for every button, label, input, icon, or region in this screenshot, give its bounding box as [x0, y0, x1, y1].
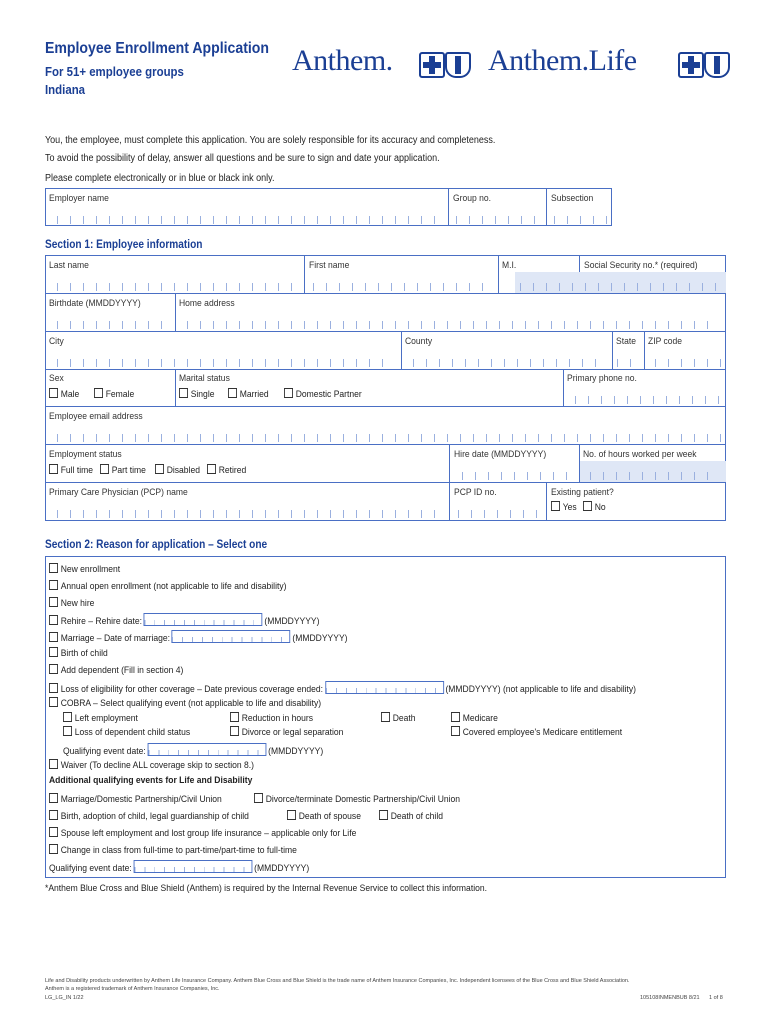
page-number: 1 of 8 [709, 995, 723, 1001]
marriage-checkbox[interactable]: Marriage – Date of marriage: (MMDDYYYY) [49, 630, 348, 644]
anthem-logo: Anthem. [292, 44, 393, 77]
marriage-dp-checkbox[interactable]: Marriage/Domestic Partnership/Civil Union [49, 793, 222, 805]
footer-disclaimer: Life and Disability products underwritten by Anthem Life Insurance Company. Anthem Blue Cross and Blue Shield is the trade name of Anthem Insurance Companies, Inc. Independent licensees of the Blue Cross and Blue Shield Association. [45, 978, 630, 984]
city-input[interactable] [57, 359, 395, 367]
retired-checkbox[interactable]: Retired [207, 464, 246, 476]
home-address-label: Home address [179, 298, 235, 309]
part-time-checkbox[interactable]: Part time [100, 464, 146, 476]
waiver-checkbox[interactable]: Waiver (To decline ALL coverage skip to section 8.) [49, 759, 254, 771]
covered-medicare-checkbox[interactable]: Covered employee's Medicare entitlement [451, 726, 622, 738]
marital-status-label: Marital status [179, 373, 230, 384]
footer-code: LG_LG_IN 1/22 [45, 995, 84, 1001]
ssn-note: *Anthem Blue Cross and Blue Shield (Anthem) is required by the Internal Revenue Service to collect this information. [45, 883, 487, 894]
blue-shield-icon [445, 52, 471, 78]
section-2-title: Section 2: Reason for application – Select one [45, 539, 268, 551]
birthdate-label: Birthdate (MMDDYYYY) [49, 298, 141, 309]
first-name-input[interactable] [313, 283, 493, 291]
employer-name-label: Employer name [49, 193, 109, 204]
qualifying-date-2-input[interactable] [134, 860, 253, 873]
zip-input[interactable] [655, 359, 721, 367]
zip-label: ZIP code [648, 336, 683, 347]
form-title: Employee Enrollment Application [45, 40, 270, 57]
spouse-left-checkbox[interactable]: Spouse left employment and lost group life insurance – applicable only for Life [49, 827, 356, 839]
qualifying-date-2-row: Qualifying event date: (MMDDYYYY) [49, 860, 309, 874]
loss-eligibility-checkbox[interactable]: Loss of eligibility for other coverage – Date previous coverage ended: (MMDDYYYY) (not applicable to life and disability) [49, 681, 636, 695]
group-no-label: Group no. [453, 193, 492, 204]
group-no-input[interactable] [456, 216, 542, 224]
section-1-title: Section 1: Employee information [45, 239, 203, 251]
county-input[interactable] [413, 359, 606, 367]
medicare-checkbox[interactable]: Medicare [451, 712, 498, 724]
additional-events-heading: Additional qualifying events for Life and Disability [49, 775, 253, 786]
existing-no-checkbox[interactable]: No [583, 501, 606, 513]
existing-patient-label: Existing patient? [551, 487, 614, 498]
death-child-checkbox[interactable]: Death of child [379, 810, 443, 822]
last-name-label: Last name [49, 260, 89, 271]
pcp-name-label: Primary Care Physician (PCP) name [49, 487, 188, 498]
form-subtitle: For 51+ employee groups [45, 64, 184, 79]
loss-date-input[interactable] [325, 681, 444, 694]
state-input[interactable] [617, 359, 639, 367]
pcp-name-input[interactable] [57, 510, 443, 518]
primary-phone-label: Primary phone no. [567, 373, 637, 384]
hours-input[interactable] [590, 472, 720, 480]
intro-line-2: To avoid the possibility of delay, answer all questions and be sure to sign and date your application. [45, 153, 440, 164]
primary-phone-input[interactable] [575, 396, 721, 404]
employment-status-label: Employment status [49, 449, 122, 460]
anthem-life-logo: Anthem.Life [488, 44, 637, 77]
divorce-dp-checkbox[interactable]: Divorce/terminate Domestic Partnership/Civil Union [254, 793, 460, 805]
male-checkbox[interactable]: Male [49, 388, 79, 400]
home-address-input[interactable] [187, 321, 720, 329]
female-checkbox[interactable]: Female [94, 388, 134, 400]
domestic-partner-checkbox[interactable]: Domestic Partner [284, 388, 362, 400]
add-dependent-checkbox[interactable]: Add dependent (Fill in section 4) [49, 664, 183, 676]
disabled-checkbox[interactable]: Disabled [155, 464, 200, 476]
rehire-checkbox[interactable]: Rehire – Rehire date: (MMDDYYYY) [49, 613, 319, 627]
county-label: County [405, 336, 433, 347]
blue-cross-icon-2 [678, 52, 704, 78]
married-checkbox[interactable]: Married [228, 388, 269, 400]
change-class-checkbox[interactable]: Change in class from full-time to part-time/part-time to full-time [49, 844, 297, 856]
cobra-checkbox[interactable]: COBRA – Select qualifying event (not applicable to life and disability) [49, 697, 321, 709]
ssn-input[interactable] [520, 283, 720, 291]
footer-trademark: Anthem is a registered trademark of Anthem Insurance Companies, Inc. [45, 986, 220, 992]
sex-label: Sex [49, 373, 64, 384]
existing-yes-checkbox[interactable]: Yes [551, 501, 577, 513]
first-name-label: First name [309, 260, 350, 271]
qualifying-date-input[interactable] [148, 743, 267, 756]
hire-date-label: Hire date (MMDDYYYY) [454, 449, 547, 460]
city-label: City [49, 336, 64, 347]
last-name-input[interactable] [57, 283, 299, 291]
email-label: Employee email address [49, 411, 143, 422]
full-time-checkbox[interactable]: Full time [49, 464, 93, 476]
annual-enrollment-checkbox[interactable]: Annual open enrollment (not applicable to life and disability) [49, 580, 286, 592]
subsection-label: Subsection [551, 193, 594, 204]
pcp-id-label: PCP ID no. [454, 487, 497, 498]
loss-dependent-checkbox[interactable]: Loss of dependent child status [63, 726, 190, 738]
reduction-hours-checkbox[interactable]: Reduction in hours [230, 712, 313, 724]
blue-shield-icon-2 [704, 52, 730, 78]
blue-cross-icon [419, 52, 445, 78]
new-hire-checkbox[interactable]: New hire [49, 597, 94, 609]
birthdate-input[interactable] [57, 321, 169, 329]
death-spouse-checkbox[interactable]: Death of spouse [287, 810, 361, 822]
state-label: State [616, 336, 636, 347]
email-input[interactable] [57, 434, 721, 442]
death-checkbox[interactable]: Death [381, 712, 416, 724]
marriage-date-input[interactable] [172, 630, 291, 643]
birth-of-child-checkbox[interactable]: Birth of child [49, 647, 108, 659]
footer-form-id: 105108INMENBUB 8/21 [640, 995, 700, 1001]
subsection-input[interactable] [554, 216, 608, 224]
hours-label: No. of hours worked per week [583, 449, 697, 460]
single-checkbox[interactable]: Single [179, 388, 214, 400]
pcp-id-input[interactable] [458, 510, 542, 518]
qualifying-date-row: Qualifying event date: (MMDDYYYY) [63, 743, 323, 757]
form-state: Indiana [45, 82, 86, 97]
employer-name-input[interactable] [57, 216, 442, 224]
rehire-date-input[interactable] [144, 613, 263, 626]
new-enrollment-checkbox[interactable]: New enrollment [49, 563, 120, 575]
ssn-label: Social Security no.* (required) [584, 260, 698, 271]
hire-date-input[interactable] [462, 472, 574, 480]
intro-line-1: You, the employee, must complete this application. You are solely responsible for its accuracy and completeness. [45, 135, 496, 146]
divorce-checkbox[interactable]: Divorce or legal separation [230, 726, 343, 738]
birth-adoption-checkbox[interactable]: Birth, adoption of child, legal guardianship of child [49, 810, 249, 822]
intro-line-3: Please complete electronically or in blue or black ink only. [45, 173, 275, 184]
left-employment-checkbox[interactable]: Left employment [63, 712, 138, 724]
mi-label: M.I. [502, 260, 517, 271]
